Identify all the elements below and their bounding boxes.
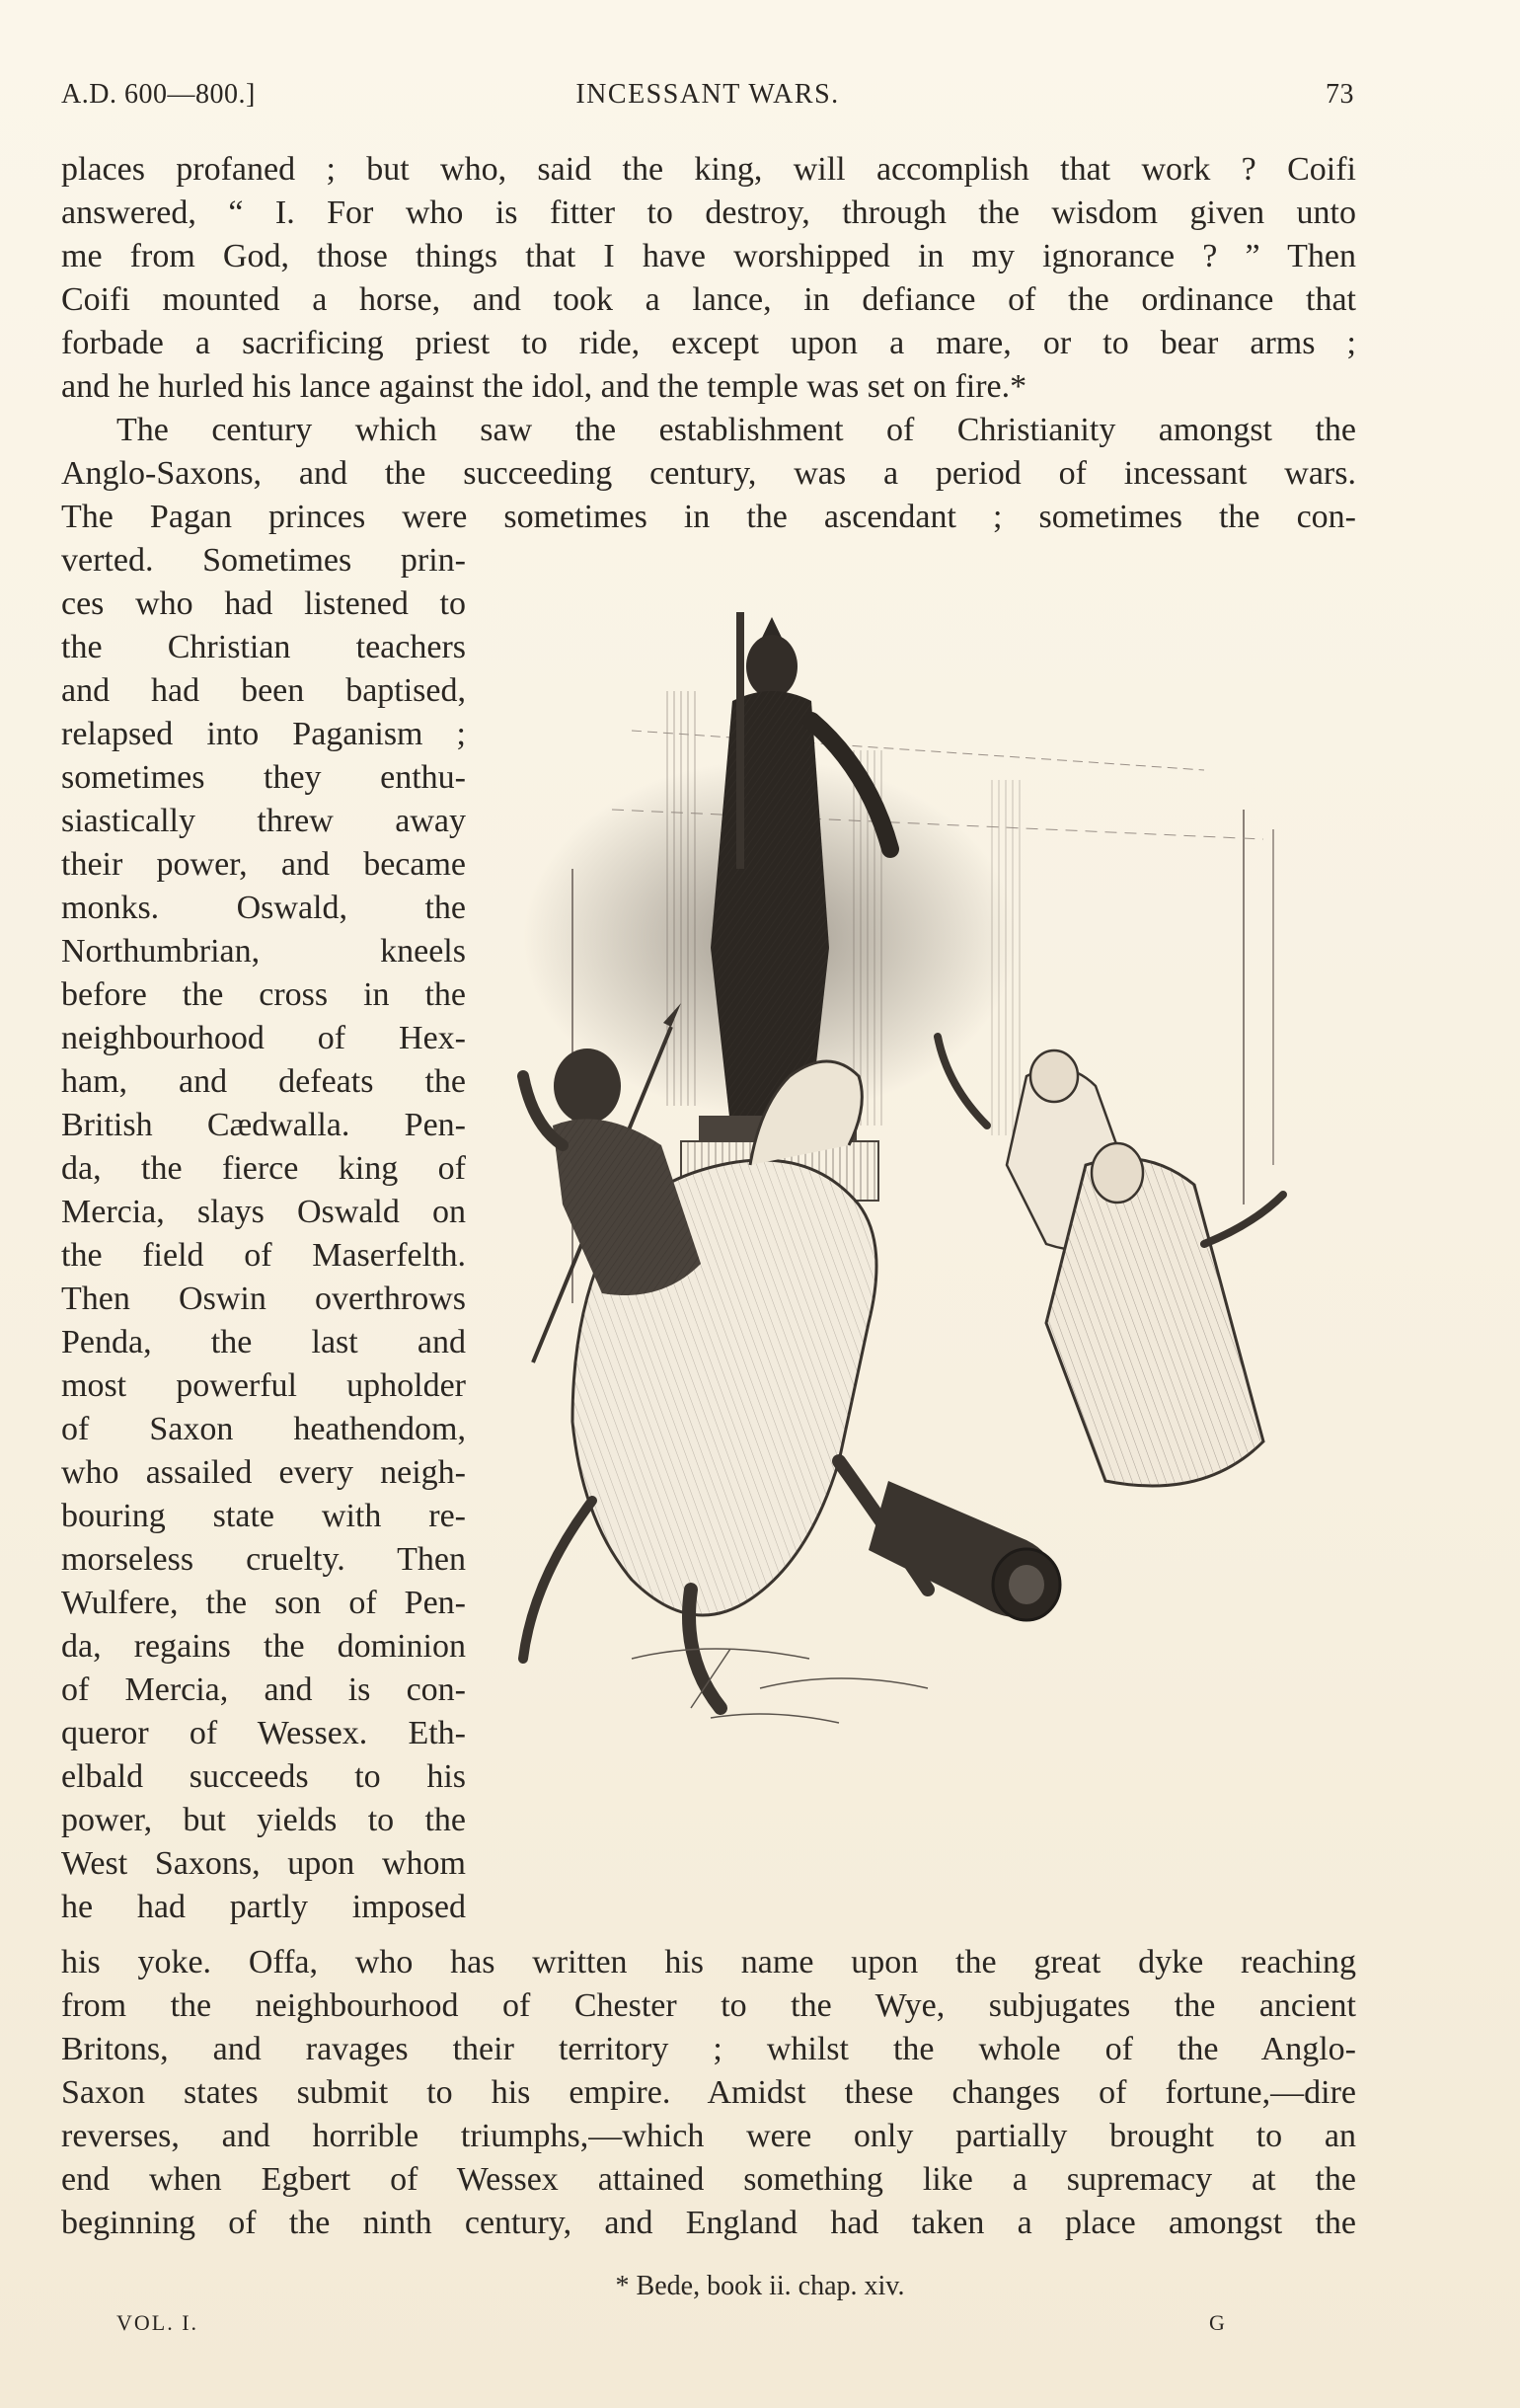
text-line: da, regains the dominion (61, 1628, 466, 1665)
text-line: and he hurled his lance against the idol, and the temple was set on fire.* (61, 368, 1027, 405)
text-line: Wulfere, the son of Pen- (61, 1585, 466, 1621)
text-line: Britons, and ravages their territory ; whilst the whole of the Anglo- (61, 2031, 1356, 2067)
text-line: places profaned ; but who, said the king, will accomplish that work ? Coifi (61, 151, 1356, 188)
text-line: sometimes they enthu- (61, 759, 466, 796)
body-text-top (61, 148, 1356, 539)
text-line: siastically threw away (61, 803, 466, 839)
text-line: The Pagan princes were sometimes in the ascendant ; sometimes the con- (61, 499, 1356, 535)
text-line: their power, and became (61, 846, 466, 883)
ground-strokes (632, 1649, 928, 1723)
text-line: Saxon states submit to his empire. Amidst these changes of fortune,—dire (61, 2074, 1356, 2111)
text-line: monks. Oswald, the (61, 890, 466, 926)
text-line: The century which saw the establishment of Christianity amongst the (116, 412, 1356, 448)
text-line: me from God, those things that I have worshipped in my ignorance ? ” Then (61, 238, 1356, 274)
text-line: ham, and defeats the (61, 1063, 466, 1100)
text-line: relapsed into Paganism ; (61, 716, 466, 752)
text-line: ces who had listened to (61, 585, 466, 622)
text-line: his yoke. Offa, who has written his name upon the great dyke reaching (61, 1944, 1356, 1981)
text-line: the field of Maserfelth. (61, 1237, 466, 1274)
footnote: * Bede, book ii. chap. xiv. (615, 2271, 905, 2301)
text-line: he had partly imposed (61, 1889, 466, 1925)
text-line: Then Oswin overthrows (61, 1281, 466, 1317)
text-line: the Christian teachers (61, 629, 466, 665)
text-line: queror of Wessex. Eth- (61, 1715, 466, 1751)
text-line: answered, “ I. For who is fitter to destroy, through the wisdom given unto (61, 194, 1356, 231)
header-date-range: A.D. 600—800.] (61, 79, 256, 110)
text-line: before the cross in the (61, 976, 466, 1013)
text-line: Mercia, slays Oswald on (61, 1194, 466, 1230)
text-line: who assailed every neigh- (61, 1454, 466, 1491)
text-line: end when Egbert of Wessex attained something like a supremacy at the (61, 2161, 1356, 2198)
engraving-illustration (513, 612, 1342, 1866)
running-header (61, 79, 1354, 118)
text-line: British Cædwalla. Pen- (61, 1107, 466, 1143)
signature-mark: G (1209, 2310, 1225, 2335)
text-line: forbade a sacrificing priest to ride, except upon a mare, or to bear arms ; (61, 325, 1356, 361)
page-number: 73 (1326, 79, 1354, 110)
volume-mark: VOL. I. (116, 2310, 199, 2335)
text-line: elbald succeeds to his (61, 1758, 466, 1795)
text-line: bouring state with re- (61, 1498, 466, 1534)
text-line: and had been baptised, (61, 672, 466, 709)
text-line: reverses, and horrible triumphs,—which were only partially brought to an (61, 2118, 1356, 2154)
text-line: Anglo-Saxons, and the succeeding century, was a period of incessant wars. (61, 455, 1356, 492)
body-text-bottom (61, 1941, 1356, 2245)
body-text-wrapped (61, 539, 466, 1929)
text-line: neighbourhood of Hex- (61, 1020, 466, 1056)
text-line: power, but yields to the (61, 1802, 466, 1838)
text-line: Penda, the last and (61, 1324, 466, 1360)
text-line: morseless cruelty. Then (61, 1541, 466, 1578)
text-line: verted. Sometimes prin- (61, 542, 466, 579)
text-line: Northumbrian, kneels (61, 933, 466, 970)
text-line: most powerful upholder (61, 1367, 466, 1404)
fallen-barrel (869, 1481, 1060, 1620)
header-title: INCESSANT WARS. (575, 79, 840, 110)
text-line: of Mercia, and is con- (61, 1671, 466, 1708)
text-line: from the neighbourhood of Chester to the Wye, subjugates the ancient (61, 1987, 1356, 2024)
text-line: of Saxon heathendom, (61, 1411, 466, 1447)
text-line: da, the fierce king of (61, 1150, 466, 1187)
text-line: Coifi mounted a horse, and took a lance, in defiance of the ordinance that (61, 281, 1356, 318)
text-line: beginning of the ninth century, and England had taken a place amongst the (61, 2205, 1356, 2241)
text-line: West Saxons, upon whom (61, 1845, 466, 1882)
